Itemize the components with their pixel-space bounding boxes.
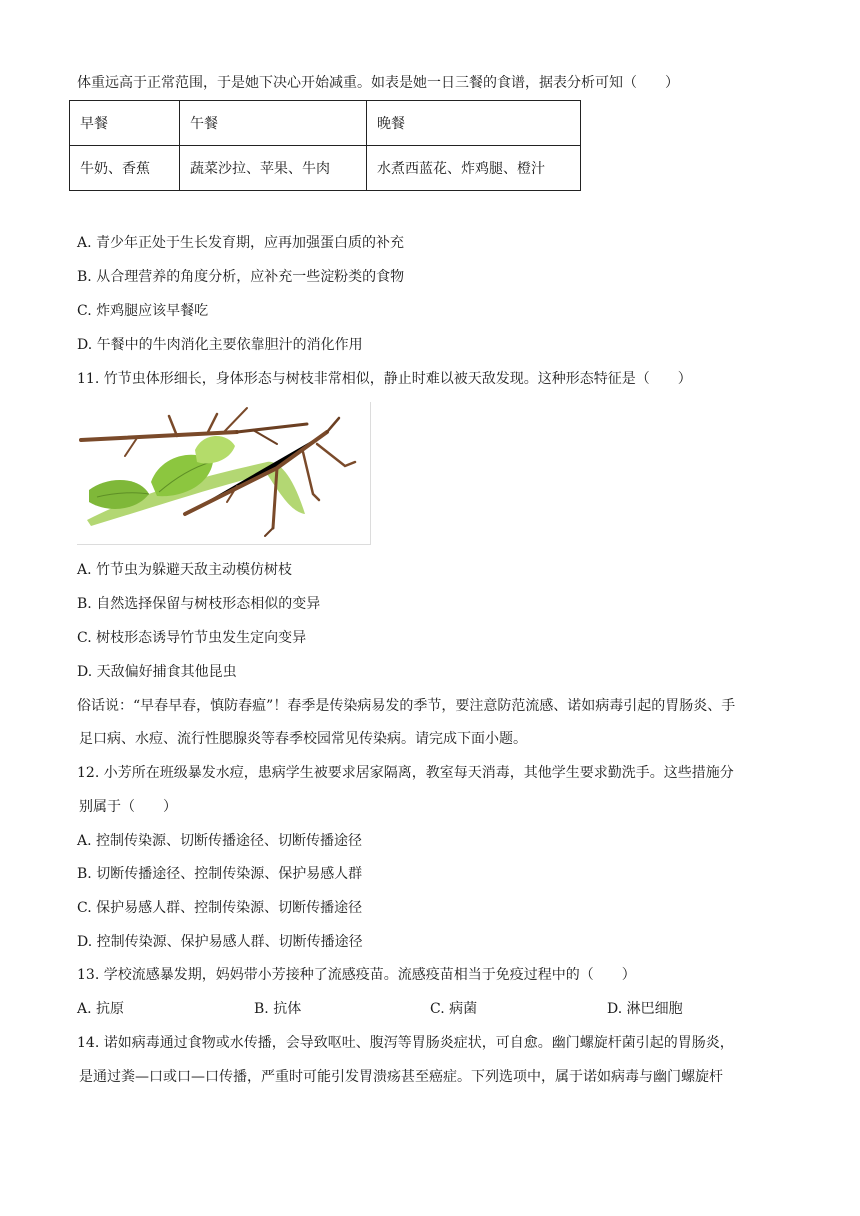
table-row: [70, 146, 581, 191]
q13-option-c: C. 病菌: [430, 1001, 478, 1017]
q11-option-c: C. 树枝形态诱导竹节虫发生定向变异: [77, 630, 307, 646]
table-cell-breakfast: 牛奶、香蕉: [70, 146, 180, 191]
menu-table: [69, 100, 581, 191]
q12-option-a: A. 控制传染源、切断传播途径、切断传播途径: [77, 833, 363, 849]
q14-stem-line-2: 是通过粪—口或口—口传播，严重时可能引发胃溃疡甚至癌症。下列选项中，属于诺如病毒与幽门螺旋杆: [79, 1069, 723, 1085]
q12-option-c: C. 保护易感人群、控制传染源、切断传播途径: [77, 900, 363, 916]
table-header-lunch: 午餐: [180, 101, 367, 146]
q12-option-d: D. 控制传染源、保护易感人群、切断传播途径: [77, 934, 363, 950]
passage-line-1: 俗话说：“早春早春，慎防春瘟”！春季是传染病易发的季节，要注意防范流感、诺如病毒引起的胃肠炎、手: [77, 698, 736, 714]
q12-option-b: B. 切断传播途径、控制传染源、保护易感人群: [77, 866, 363, 882]
q10-option-d: D. 午餐中的牛肉消化主要依靠胆汁的消化作用: [77, 337, 363, 353]
intro-line: 体重远高于正常范围，于是她下决心开始减重。如表是她一日三餐的食谱，据表分析可知（ ）: [77, 75, 679, 91]
table-cell-lunch: 蔬菜沙拉、苹果、牛肉: [180, 146, 367, 191]
table-header-breakfast: 早餐: [70, 101, 180, 146]
q13-option-b: B. 抗体: [254, 1001, 302, 1017]
q12-stem-line-1: 12. 小芳所在班级暴发水痘，患病学生被要求居家隔离，教室每天消毒，其他学生要求勤洗手。这些措施分: [77, 765, 734, 781]
q13-stem: 13. 学校流感暴发期，妈妈带小芳接种了流感疫苗。流感疫苗相当于免疫过程中的（ ）: [77, 967, 636, 983]
q11-option-a: A. 竹节虫为躲避天敌主动模仿树枝: [77, 562, 293, 578]
q13-option-a: A. 抗原: [77, 1001, 125, 1017]
q10-option-a: A. 青少年正处于生长发育期，应再加强蛋白质的补充: [77, 235, 405, 251]
stick-insect-figure: [77, 402, 371, 545]
table-cell-dinner: 水煮西蓝花、炸鸡腿、橙汁: [367, 146, 581, 191]
q11-option-b: B. 自然选择保留与树枝形态相似的变异: [77, 596, 321, 612]
q11-stem: 11. 竹节虫体形细长，身体形态与树枝非常相似，静止时难以被天敌发现。这种形态特征是（ ）: [77, 371, 692, 387]
table-header-dinner: 晚餐: [367, 101, 581, 146]
q11-option-d: D. 天敌偏好捕食其他昆虫: [77, 664, 237, 680]
table-row: [70, 101, 581, 146]
q10-option-c: C. 炸鸡腿应该早餐吃: [77, 303, 209, 319]
q10-option-b: B. 从合理营养的角度分析，应补充一些淀粉类的食物: [77, 269, 405, 285]
stick-insect-illustration: [77, 402, 370, 544]
q13-option-d: D. 淋巴细胞: [607, 1001, 683, 1017]
passage-line-2: 足口病、水痘、流行性腮腺炎等春季校园常见传染病。请完成下面小题。: [79, 731, 527, 747]
q14-stem-line-1: 14. 诺如病毒通过食物或水传播，会导致呕吐、腹泻等胃肠炎症状，可自愈。幽门螺旋杆菌引起的胃肠炎，: [77, 1035, 734, 1051]
q12-stem-line-2: 别属于（ ）: [79, 799, 177, 815]
